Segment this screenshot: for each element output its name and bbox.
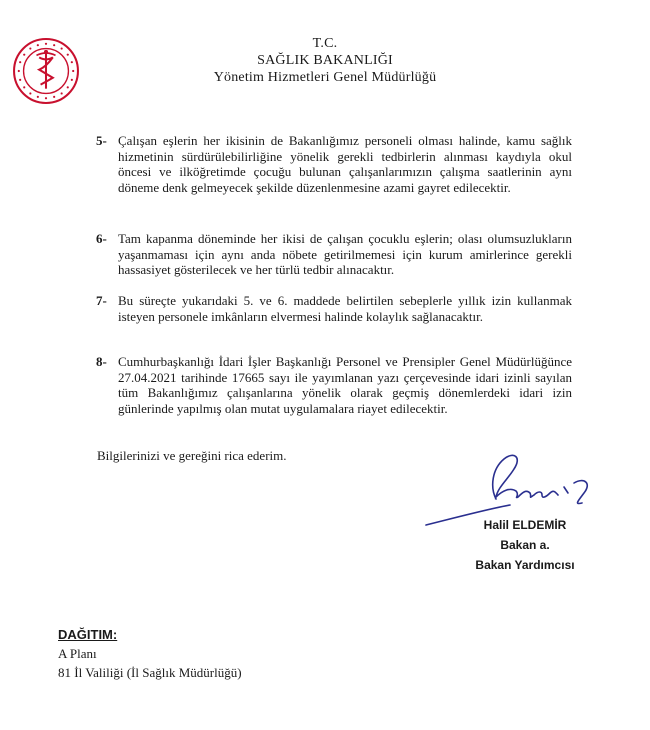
article-6: [96, 231, 572, 278]
letterhead: [160, 35, 490, 86]
article-number: 8-: [96, 354, 107, 369]
article-5: [96, 133, 572, 195]
distribution-line-2: 81 İl Valiliği (İl Sağlık Müdürlüğü): [58, 665, 242, 680]
header-directorate: Yönetim Hizmetleri Genel Müdürlüğü: [213, 70, 437, 85]
article-text: Çalışan eşlerin her ikisinin de Bakanlığımız personeli olması halinde, kamu sağlık hizmetinin sürdürülebilirliğine yönelik gerekli tedbirlerin alınması kaydıyla okul öncesi ve ilköğretimde çocuğu bulunan çalışanlarımızın çalışma saatlerinin aynı döneme denk gelmeyecek şekilde düzenlenmesine azami gayret edilecektir.: [118, 133, 572, 195]
signer-name: Halil ELDEMİR: [483, 518, 567, 532]
header-ministry: SAĞLIK BAKANLIĞI: [257, 53, 393, 68]
signer-role-1: Bakan a.: [500, 538, 550, 552]
distribution-title: DAĞITIM:: [58, 627, 118, 642]
article-text: Cumhurbaşkanlığı İdari İşler Başkanlığı Personel ve Prensipler Genel Müdürlüğünce 27.04.2021 tarihinde 17665 sayı ile yayımlanan yazı çerçevesinde idari izinli sayılan tüm Bakanlığımız çalışanlarına yönelik olarak geçmiş dönemlerdeki idari izin günlerinde yapılmış olan mutat uygulamalara riayet edilecektir.: [118, 354, 572, 416]
signer-role-2: Bakan Yardımcısı: [475, 558, 575, 572]
article-text: Bu süreçte yukarıdaki 5. ve 6. maddede belirtilen sebeplerle yıllık izin kullanmak isteyen personele imkânların elvermesi halinde kolaylık sağlanacaktır.: [118, 293, 572, 324]
closing-line: Bilgilerinizi ve gereğini rica ederim.: [97, 448, 287, 463]
signer-block: [470, 515, 580, 575]
article-number: 6-: [96, 231, 107, 246]
article-text: Tam kapanma döneminde her ikisi de çalışan çocuklu eşlerin; olası olumsuzlukların yaşanmaması için aynı anda nöbete getirilmemesi için kurum amirlerince gerekli hassasiyet gösterilecek ve her türlü tedbir alınacaktır.: [118, 231, 572, 277]
article-7: [96, 293, 572, 324]
ministry-seal-icon: [12, 37, 80, 105]
article-number: 7-: [96, 293, 107, 308]
article-8: [96, 354, 572, 416]
article-number: 5-: [96, 133, 107, 148]
distribution-block: [58, 625, 242, 682]
distribution-line-1: A Planı: [58, 646, 97, 661]
header-republic: T.C.: [312, 36, 338, 51]
